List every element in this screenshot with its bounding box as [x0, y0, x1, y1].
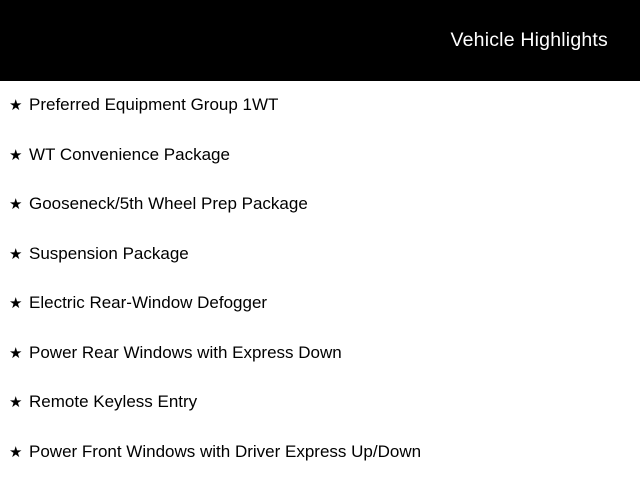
list-item: [0, 180, 640, 230]
list-item-label: Suspension Package: [29, 243, 189, 263]
list-item: [0, 131, 640, 181]
star-bullet-icon: ★: [9, 344, 23, 362]
list-item: [0, 81, 640, 131]
list-item-label: Gooseneck/5th Wheel Prep Package: [29, 194, 308, 214]
list-item-label: Power Front Windows with Driver Express Up/Down: [29, 441, 422, 461]
list-item-label: Remote Keyless Entry: [29, 392, 198, 412]
star-bullet-icon: ★: [9, 245, 23, 263]
list-item-label: Preferred Equipment Group 1WT: [29, 95, 279, 115]
star-bullet-icon: ★: [9, 443, 23, 461]
list-item: [0, 329, 640, 379]
vehicle-highlights-list: [0, 81, 640, 477]
header-bar: [0, 0, 640, 81]
list-item: [0, 279, 640, 329]
list-item-label: WT Convenience Package: [29, 144, 230, 164]
star-bullet-icon: ★: [9, 394, 23, 412]
list-item-label: Power Rear Windows with Express Down: [29, 342, 342, 362]
list-item-label: Electric Rear-Window Defogger: [29, 293, 268, 313]
star-bullet-icon: ★: [9, 295, 23, 313]
star-bullet-icon: ★: [9, 97, 23, 115]
star-bullet-icon: ★: [9, 146, 23, 164]
list-item: [0, 230, 640, 280]
page-title: Vehicle Highlights: [450, 28, 608, 51]
list-item: [0, 378, 640, 428]
star-bullet-icon: ★: [9, 196, 23, 214]
list-item: [0, 428, 640, 478]
